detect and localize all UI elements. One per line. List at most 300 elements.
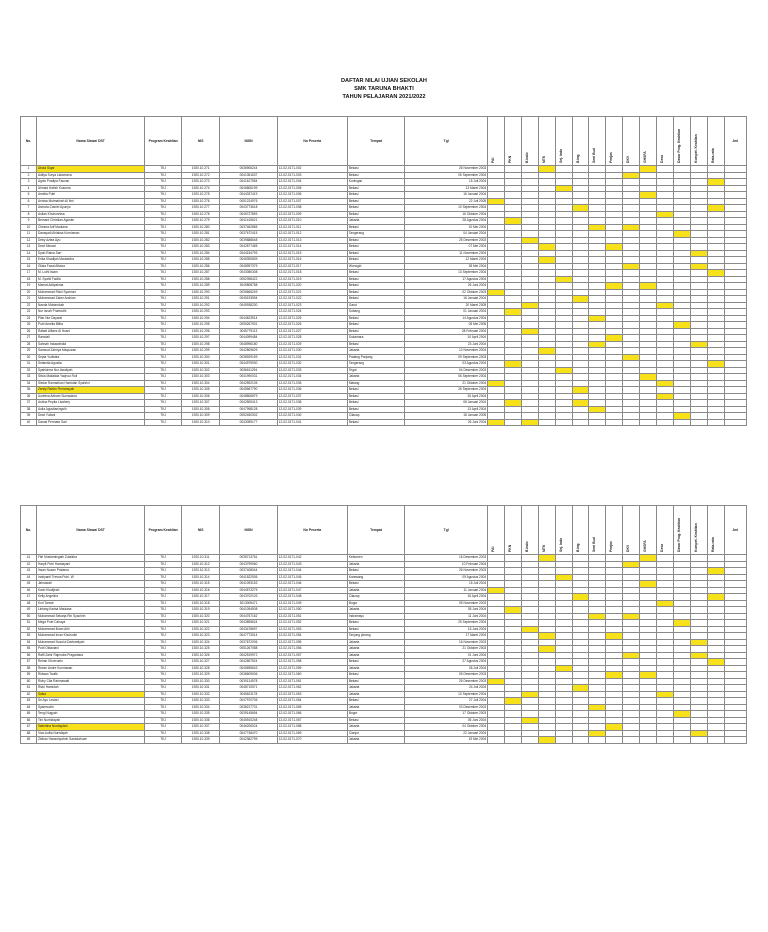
cell-no: 56 (21, 652, 37, 659)
cell-prog: TKJ (145, 211, 182, 218)
cell-nama: Annisa Mutmainah Al Ilmi (36, 198, 144, 205)
cell-nisn: 0045193594 (220, 296, 277, 303)
subject-label: MTK (541, 544, 546, 552)
cell-nis: 1920.10.289 (182, 283, 220, 290)
cell-nisn: 0046206024 (220, 724, 277, 731)
cell-nis: 1920.10.290 (182, 289, 220, 296)
cell-no: 34 (21, 380, 37, 387)
cell-prog: TKJ (145, 400, 182, 407)
cell-nama: Fitri Mustamingaih Zulaikha (36, 555, 144, 562)
cell-nama: Muhammad Ilham Alhi (36, 626, 144, 633)
cell-nisn: 0041522536 (220, 574, 277, 581)
cell-peserta: 12-02-0171-040 (277, 413, 347, 420)
cell-no: 54 (21, 639, 37, 646)
cell-tempat: Jakarta (347, 587, 404, 594)
cell-nama: Rehan Khoerudin (36, 659, 144, 666)
cell-peserta: 12-02-0171-069 (277, 730, 347, 737)
cell-prog: TKJ (145, 406, 182, 413)
cell-peserta: 12-02-0171-048 (277, 594, 347, 601)
column-header-nama: Nama Siswa/ DST (36, 506, 144, 555)
cell-nama: Kori Tanwir (36, 600, 144, 607)
cell-no: 26 (21, 328, 37, 335)
cell-nis: 1920.10.305 (182, 387, 220, 394)
column-header-subject (606, 506, 623, 555)
cell-tgl: 04 Oktober 2004 (405, 724, 488, 731)
cell-tempat: Bekasi (347, 283, 404, 290)
cell-peserta: 12-02-0171-044 (277, 568, 347, 575)
column-header-peserta: No Peserta (277, 506, 347, 555)
subject-label: Sej. Indo (558, 148, 563, 163)
cell-tgl: 16 April 2004 (405, 594, 488, 601)
cell-nama: Salsa (36, 691, 144, 698)
cell-nama: Lintang Karisa Maulana (36, 607, 144, 614)
cell-nisn: 0041617554 (220, 179, 277, 186)
cell-nama: Sri Ayu Lestari (36, 698, 144, 705)
cell-nisn: 0036611294 (220, 367, 277, 374)
cell-no: 53 (21, 633, 37, 640)
cell-nisn: 0042805413 (220, 400, 277, 407)
cell-no: 19 (21, 283, 37, 290)
cell-tempat: Kuningan (347, 179, 404, 186)
cell-no: 35 (21, 387, 37, 394)
cell-nis: 1920.10.328 (182, 665, 220, 672)
column-header-nama: Nama Siswa/ DST (36, 117, 144, 166)
cell-nama: Valentina Nordaydah (36, 724, 144, 731)
cell-nisn: 0038929159 (220, 354, 277, 361)
cell-nis: 1920.10.315 (182, 581, 220, 588)
cell-nis: 1920.10.301 (182, 361, 220, 368)
column-header-subject (538, 506, 555, 555)
cell-prog: TKJ (145, 341, 182, 348)
cell-tempat: Kebumen (347, 555, 404, 562)
cell-no: 39 (21, 413, 37, 420)
cell-score (538, 737, 555, 744)
cell-peserta: 12-02-0171-004 (277, 179, 347, 186)
cell-score (555, 737, 572, 744)
cell-nis: 1920.10.285 (182, 257, 220, 264)
cell-nisn: 0037408044 (220, 568, 277, 575)
cell-nisn: 0048806879 (220, 393, 277, 400)
cell-peserta: 12-02-0171-056 (277, 646, 347, 653)
cell-peserta: 12-02-0171-052 (277, 620, 347, 627)
cell-tgl: 01 Juni 2004 (405, 652, 488, 659)
cell-tgl: 07 Mei 2004 (405, 244, 488, 251)
cell-nisn: 0042809629 (220, 348, 277, 355)
cell-score (555, 419, 572, 426)
cell-nis: 1920.10.272 (182, 172, 220, 179)
cell-score (589, 419, 606, 426)
cell-tempat: Bekasi (347, 626, 404, 633)
cell-no: 66 (21, 717, 37, 724)
cell-no: 44 (21, 574, 37, 581)
cell-peserta: 12-02-0171-010 (277, 218, 347, 225)
subject-label: B.Ing (575, 543, 580, 552)
cell-nisn: 0045621178 (220, 691, 277, 698)
cell-peserta: 12-02-0171-064 (277, 698, 347, 705)
cell-tgl: 24 Juli 2004 (405, 685, 488, 692)
cell-peserta: 12-02-0171-038 (277, 400, 347, 407)
column-header-subject (673, 117, 690, 166)
cell-tgl: 05 November 2003 (405, 600, 488, 607)
cell-nisn: 0039145694 (220, 711, 277, 718)
cell-nis: 1920.10.329 (182, 672, 220, 679)
cell-tgl: 25 Desember 2003 (405, 237, 488, 244)
cell-tgl: 02 Oktober 2003 (405, 289, 488, 296)
cell-tgl: 05 Juni 2004 (405, 607, 488, 614)
cell-nis: 1920.10.292 (182, 302, 220, 309)
column-header-subject (555, 117, 572, 166)
subject-label: PAI (491, 546, 496, 552)
cell-nisn: 0045938230 (220, 302, 277, 309)
cell-no: 68 (21, 730, 37, 737)
cell-nama: Ihsan Nusan Pratama (36, 568, 144, 575)
cell-nama: Mamat Adityakma (36, 283, 144, 290)
subject-label: Desa (659, 543, 664, 552)
cell-nis: 1920.10.313 (182, 568, 220, 575)
cell-tgl: 26 Desember 2003 (405, 678, 488, 685)
cell-tgl: 22 Juli 2005 (405, 198, 488, 205)
cell-prog: TKJ (145, 361, 182, 368)
cell-tgl: 03 Agustus 2004 (405, 361, 488, 368)
cell-tempat: Jakarta (347, 607, 404, 614)
cell-total (724, 419, 746, 426)
cell-tempat: Wonogiri (347, 263, 404, 270)
cell-prog: TKJ (145, 237, 182, 244)
cell-nama: Amelia Putri (36, 192, 144, 199)
cell-nis: 1920.10.300 (182, 354, 220, 361)
cell-tgl: 13 April 2004 (405, 406, 488, 413)
cell-nis: 1920.10.339 (182, 737, 220, 744)
cell-tempat: Bogor (347, 711, 404, 718)
cell-nis: 1920.10.286 (182, 263, 220, 270)
cell-tempat: Sukamara (347, 335, 404, 342)
subject-label: Seni Bud (592, 537, 597, 552)
cell-tempat: Jakarta (347, 685, 404, 692)
cell-peserta: 12-02-0171-041 (277, 419, 347, 426)
cell-prog: TKJ (145, 639, 182, 646)
cell-nis: 1920.10.304 (182, 380, 220, 387)
cell-prog: TKJ (145, 581, 182, 588)
cell-tempat: Bekasi (347, 166, 404, 173)
cell-peserta: 12-02-0171-060 (277, 672, 347, 679)
subject-label: Kompet. Keahlian (693, 523, 698, 552)
cell-tempat: Jakarta (347, 639, 404, 646)
cell-score (707, 419, 724, 426)
cell-tempat: Bekasi (347, 387, 404, 394)
cell-tempat: Bekasi (347, 289, 404, 296)
cell-nisn: 0043773618 (220, 205, 277, 212)
cell-tgl: 11 Juni 2004 (405, 613, 488, 620)
cell-no: 5 (21, 192, 37, 199)
cell-nisn: 0036906244 (220, 166, 277, 173)
subject-label: B.Indo (524, 541, 529, 552)
cell-tgl: 17 Maret 2004 (405, 633, 488, 640)
cell-tgl: 08 Januari 2004 (405, 400, 488, 407)
header-row (21, 117, 747, 166)
cell-nisn: 0037672006 (220, 639, 277, 646)
cell-nisn: 0041093153 (220, 581, 277, 588)
cell-peserta: 12-02-0171-070 (277, 737, 347, 744)
cell-tempat: Bekasi (347, 393, 404, 400)
cell-nama: Muhammad Rizki Syahroni (36, 289, 144, 296)
cell-prog: TKJ (145, 270, 182, 277)
cell-nisn: 0042519972 (220, 652, 277, 659)
cell-nama: Muhammad Iman Khoirudin (36, 633, 144, 640)
cell-tempat: Bekasi (347, 568, 404, 575)
cell-score (673, 419, 690, 426)
cell-no: 32 (21, 367, 37, 374)
column-header-subject (589, 117, 606, 166)
cell-nama: Muhammad Sekarja Rin Syachrin (36, 613, 144, 620)
cell-no: 2 (21, 172, 37, 179)
cell-nis: 1920.10.276 (182, 198, 220, 205)
cell-nisn: 0042657524 (220, 659, 277, 666)
cell-score (572, 737, 589, 744)
cell-tgl: 21 Oktober 2003 (405, 646, 488, 653)
cell-prog: TKJ (145, 250, 182, 257)
cell-score (690, 737, 707, 744)
cell-peserta: 12-02-0171-049 (277, 600, 347, 607)
cell-peserta: 12-02-0171-011 (277, 224, 347, 231)
cell-tgl: 15 Juli 2004 (405, 581, 488, 588)
cell-nisn: 0043080308 (220, 270, 277, 277)
cell-score (606, 737, 623, 744)
cell-peserta: 12-02-0171-035 (277, 380, 347, 387)
cell-nis: 1920.10.273 (182, 179, 220, 186)
cell-nisn: 0045910248 (220, 717, 277, 724)
cell-tgl: 26 November 2003 (405, 166, 488, 173)
cell-tempat: Jakarta (347, 704, 404, 711)
cell-tgl: 05 Mei 2005 (405, 322, 488, 329)
cell-tempat: Bekasi (347, 406, 404, 413)
cell-nama: Putri Oktaviani (36, 646, 144, 653)
cell-tgl: 26 Juni 2004 (405, 283, 488, 290)
column-header-subject (572, 117, 589, 166)
cell-no: 10 (21, 224, 37, 231)
cell-nis: 1920.10.332 (182, 691, 220, 698)
cell-peserta: 12-02-0171-045 (277, 574, 347, 581)
cell-nis: 1920.10.278 (182, 211, 220, 218)
cell-prog: TKJ (145, 276, 182, 283)
cell-tempat: Subang (347, 309, 404, 316)
column-header-subject (521, 506, 538, 555)
cell-peserta: 12-02-0171-031 (277, 354, 347, 361)
grades-table-part-2 (20, 505, 747, 744)
cell-score (707, 737, 724, 744)
cell-nis: 1920.10.279 (182, 218, 220, 225)
cell-no: 69 (21, 737, 37, 744)
subject-label: GHSFA (643, 540, 648, 552)
cell-prog: TKJ (145, 672, 182, 679)
cell-no: 13 (21, 244, 37, 251)
cell-score (572, 419, 589, 426)
cell-tempat: Bogor (347, 600, 404, 607)
cell-tempat: Jakarta (347, 724, 404, 731)
cell-peserta: 12-02-0171-016 (277, 257, 347, 264)
cell-no: 31 (21, 361, 37, 368)
cell-tempat: Bekasi (347, 581, 404, 588)
cell-no: 57 (21, 659, 37, 666)
cell-nama: Septa Yudistira (36, 354, 144, 361)
cell-nisn: 0043895624 (220, 620, 277, 627)
cell-nis: 1920.10.334 (182, 704, 220, 711)
cell-nis: 1920.10.317 (182, 594, 220, 601)
cell-nis: 1920.10.294 (182, 315, 220, 322)
cell-score (521, 737, 538, 744)
cell-no: 24 (21, 315, 37, 322)
cell-peserta: 12-02-0171-019 (277, 276, 347, 283)
column-header-total: Jml (724, 117, 746, 166)
cell-peserta: 12-02-0171-013 (277, 237, 347, 244)
cell-nis: 1920.10.338 (182, 730, 220, 737)
cell-tgl: 09 September 2003 (405, 354, 488, 361)
cell-nis: 1920.10.307 (182, 400, 220, 407)
cell-nama: Syahkirma Nur Awaliyah (36, 367, 144, 374)
cell-no: 43 (21, 568, 37, 575)
cell-no: 42 (21, 561, 37, 568)
cell-peserta: 12-02-0171-007 (277, 198, 347, 205)
subject-label: Penjas (609, 152, 614, 163)
cell-nis: 1920.10.335 (182, 711, 220, 718)
cell-peserta: 12-02-0171-063 (277, 691, 347, 698)
cell-peserta: 12-02-0171-008 (277, 205, 347, 212)
cell-tempat: Bekasi (347, 672, 404, 679)
cell-nama: Dewi Minawi (36, 244, 144, 251)
cell-peserta: 12-02-0171-018 (277, 270, 347, 277)
cell-nis: 1920.10.295 (182, 322, 220, 329)
cell-nama: Pilar Nur Dayanti (36, 315, 144, 322)
cell-nis: 1920.10.306 (182, 393, 220, 400)
cell-no: 8 (21, 211, 37, 218)
cell-nisn: 0038609006 (220, 672, 277, 679)
cell-score (488, 737, 505, 744)
cell-tgl: 03 Desember 2003 (405, 704, 488, 711)
cell-nama: Ardina Pepita Lisahery (36, 400, 144, 407)
cell-nama: Damai Permata Sari (36, 419, 144, 426)
cell-no: 47 (21, 594, 37, 601)
column-header-tgl: Tgl (405, 117, 488, 166)
cell-no: 17 (21, 270, 37, 277)
cell-no: 22 (21, 302, 37, 309)
cell-nis: 1920.10.293 (182, 309, 220, 316)
cell-peserta: 12-02-0171-025 (277, 315, 347, 322)
cell-nama: Zidhan Hanashyahrin Samidahuze (36, 737, 144, 744)
cell-nis: 1920.10.281 (182, 231, 220, 238)
cell-peserta: 12-02-0171-065 (277, 704, 347, 711)
cell-tgl: 06 September 2004 (405, 374, 488, 381)
cell-tgl: 04 Desember 2003 (405, 367, 488, 374)
cell-tgl: 14 Agustus 2004 (405, 315, 488, 322)
cell-peserta: 12-02-0171-029 (277, 341, 347, 348)
cell-tgl: 09 Agustus 2004 (405, 574, 488, 581)
cell-nama: Aditya Surya Laksmana (36, 172, 144, 179)
cell-tempat: Jakarta (347, 691, 404, 698)
cell-prog: TKJ (145, 691, 182, 698)
cell-prog: TKJ (145, 335, 182, 342)
cell-nama: M. Syahil Fadila (36, 276, 144, 283)
cell-no: 30 (21, 354, 37, 361)
cell-nama: Kelly Angelina (36, 594, 144, 601)
column-header-nis: NIS (182, 506, 220, 555)
cell-prog: TKJ (145, 205, 182, 212)
cell-prog: TKJ (145, 659, 182, 666)
cell-nis: 1920.10.311 (182, 555, 220, 562)
cell-prog: TKJ (145, 374, 182, 381)
cell-prog: TKJ (145, 289, 182, 296)
cell-score (538, 419, 555, 426)
cell-nisn: 0035713761 (220, 555, 277, 562)
cell-prog: TKJ (145, 646, 182, 653)
cell-nama: Rizky Cita Rahmawati (36, 678, 144, 685)
subject-label: Penjas (609, 541, 614, 552)
cell-peserta: 12-02-0171-055 (277, 639, 347, 646)
cell-nis: 1920.10.336 (182, 717, 220, 724)
cell-tgl: 06 Juli 2004 (405, 665, 488, 672)
cell-nisn: 0045727893 (220, 211, 277, 218)
cell-tempat: Jakarta (347, 348, 404, 355)
cell-tgl: 01 Januari 2004 (405, 309, 488, 316)
cell-nama: Deby Aztea Ayu (36, 237, 144, 244)
cell-prog: TKJ (145, 283, 182, 290)
cell-prog: TKJ (145, 367, 182, 374)
cell-peserta: 12-02-0171-021 (277, 289, 347, 296)
cell-no: 4 (21, 185, 37, 192)
cell-tempat: Jakarta (347, 737, 404, 744)
cell-score (488, 419, 505, 426)
cell-prog: TKJ (145, 296, 182, 303)
cell-nis: 1920.10.323 (182, 633, 220, 640)
cell-prog: TKJ (145, 185, 182, 192)
cell-peserta: 12-02-0171-057 (277, 652, 347, 659)
cell-prog: TKJ (145, 587, 182, 594)
cell-nama: Danayadi Ahlaksa Kurniawan (36, 231, 144, 238)
cell-nama: Samsud Zahirya Maqsuran (36, 348, 144, 355)
cell-prog: TKJ (145, 328, 182, 335)
cell-nisn: 0046806199 (220, 185, 277, 192)
cell-no: 1 (21, 166, 37, 173)
cell-peserta: 12-02-0171-062 (277, 685, 347, 692)
cell-no: 45 (21, 581, 37, 588)
cell-tempat: Bekasi (347, 659, 404, 666)
cell-nisn: 0044623914 (220, 315, 277, 322)
table-row (21, 737, 747, 744)
cell-prog: TKJ (145, 626, 182, 633)
cell-tempat: Bekasi (347, 205, 404, 212)
cell-no: 59 (21, 672, 37, 679)
cell-score (505, 419, 522, 426)
cell-peserta: 12-02-0171-002 (277, 166, 347, 173)
cell-tgl: 11 November 2004 (405, 250, 488, 257)
cell-prog: TKJ (145, 387, 182, 394)
cell-tgl: 16 Januari 2004 (405, 192, 488, 199)
cell-no: 18 (21, 276, 37, 283)
cell-nis: 1920.10.326 (182, 652, 220, 659)
cell-no: 48 (21, 600, 37, 607)
cell-nisn: 0044337419 (220, 192, 277, 199)
cell-prog: TKJ (145, 607, 182, 614)
cell-peserta: 12-02-0171-037 (277, 393, 347, 400)
cell-nama: Bernard Christian Agustin (36, 218, 144, 225)
column-header-total: Jml (724, 506, 746, 555)
subject-label: Sej. Indo (558, 537, 563, 552)
cell-tgl: 16 Januari 2004 (405, 296, 488, 303)
cell-nisn: 0051224976 (220, 198, 277, 205)
cell-nis: 1920.10.291 (182, 296, 220, 303)
cell-tempat: Cilacap (347, 594, 404, 601)
cell-peserta: 12-02-0171-032 (277, 361, 347, 368)
cell-prog: TKJ (145, 600, 182, 607)
column-header-subject (657, 506, 674, 555)
